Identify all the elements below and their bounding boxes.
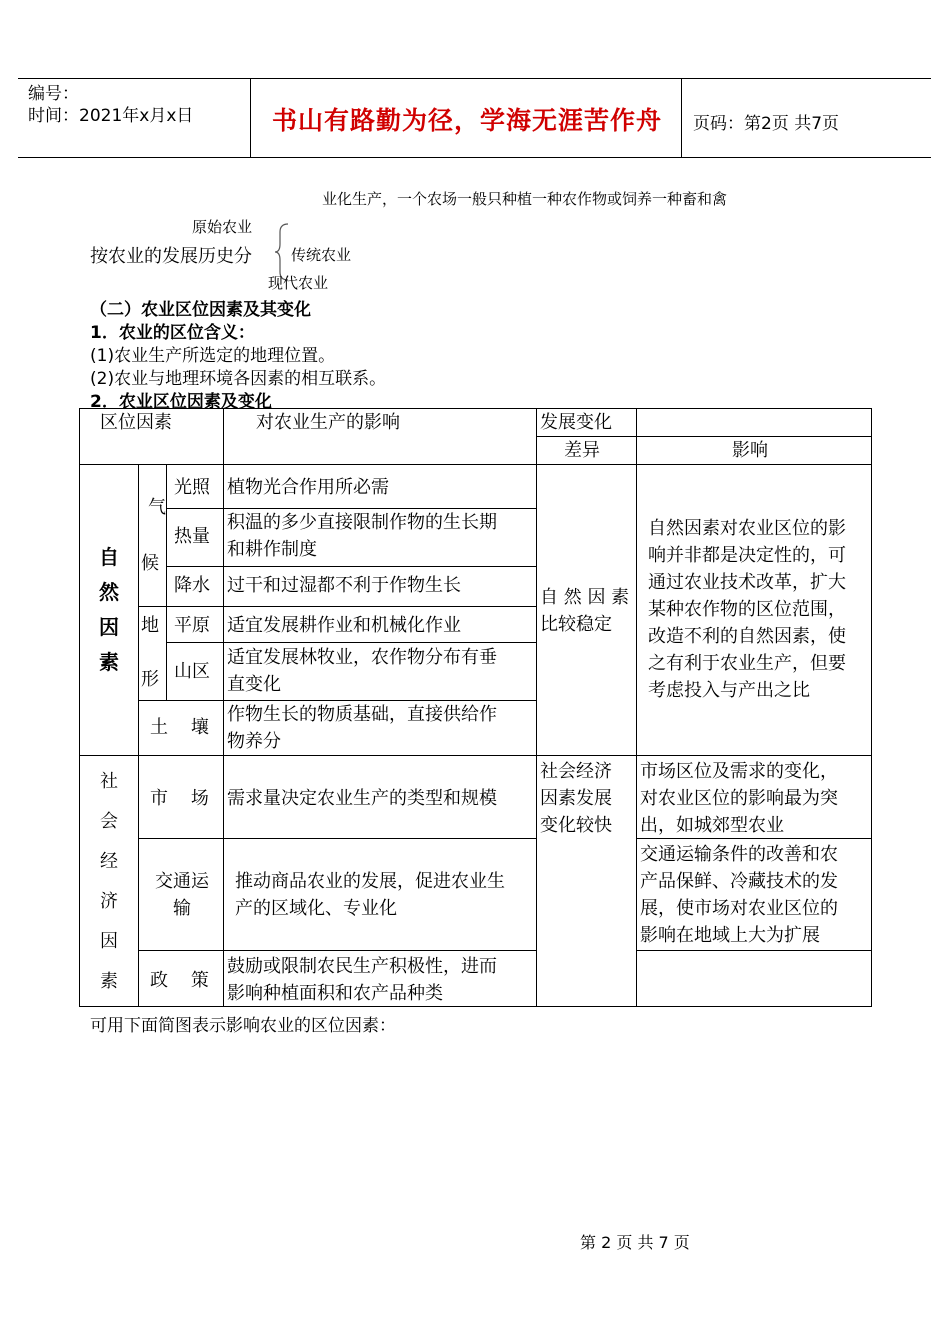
- social-factors-title: 社 会 经 济 因 素: [100, 771, 118, 992]
- factor-name: 山区: [174, 661, 210, 682]
- landform-label-2: 形: [141, 669, 159, 690]
- section-point2: (2)农业与地理环境各因素的相互联系。: [90, 369, 387, 389]
- factor-name: 热量: [174, 526, 210, 547]
- th-diff: 差异: [564, 440, 600, 461]
- factor-name: 土 壤: [150, 717, 209, 738]
- natural-diff: 自 然 因 素 比较稳定: [540, 587, 630, 635]
- factor-name: 平原: [174, 615, 210, 636]
- section-sub1: 1．农业的区位含义：: [90, 323, 255, 343]
- page-footer: 第 2 页 共 7 页: [580, 1233, 690, 1252]
- intro-line: 业化生产，一个农场一般只种植一种农作物或饲养一种畜和禽: [322, 190, 728, 208]
- section-sub2: 2．农业区位因素及变化: [90, 392, 272, 412]
- factor-effect: 适宜发展林牧业，农作物分布有垂 直变化: [227, 647, 497, 695]
- th-impact: 影响: [732, 440, 768, 461]
- factor-effect: 积温的多少直接限制作物的生长期 和耕作制度: [227, 512, 497, 560]
- factor-name: 光照: [174, 477, 210, 498]
- climate-label-2: 候: [141, 553, 159, 574]
- class-label: 按农业的发展历史分: [90, 246, 252, 267]
- factor-effect: 推动商品农业的发展，促进农业生 产的区域化、专业化: [235, 871, 505, 919]
- factor-effect: 鼓励或限制农民生产积极性，进而 影响种植面积和农产品种类: [227, 956, 497, 1004]
- social-impact: 交通运输条件的改善和农 产品保鲜、冷藏技术的发 展，使市场对农业区位的 影响在地域上大为扩展: [640, 844, 838, 946]
- diagram-intro: 可用下面简图表示影响农业的区位因素：: [90, 1016, 396, 1036]
- class-item-primitive: 原始农业: [192, 218, 253, 236]
- natural-impact: 自然因素对农业区位的影 响并非都是决定性的，可 通过农业技术改革，扩大 某种农作物的区位范围， 改造不利的自然因素，使 之有利于农业生产，但要 考虑投入与产出之比: [648, 518, 846, 701]
- header-page-label: 页码：第2页 共7页: [693, 114, 840, 134]
- landform-label-1: 地: [141, 615, 159, 636]
- header-motto: 书山有路勤为径，学海无涯苦作舟: [271, 106, 662, 135]
- section-point1: (1)农业生产所选定的地理位置。: [90, 346, 336, 366]
- factor-name: 市 场: [150, 788, 209, 809]
- factor-name: 降水: [174, 575, 210, 596]
- th-factor: 区位因素: [100, 412, 172, 433]
- social-diff: 社会经济 因素发展 变化较快: [540, 761, 612, 836]
- class-item-modern: 现代农业: [268, 274, 329, 292]
- factor-effect: 过干和过湿都不利于作物生长: [227, 575, 461, 596]
- factor-effect: 作物生长的物质基础，直接供给作 物养分: [227, 704, 497, 752]
- factor-name: 交通运 输: [155, 871, 209, 919]
- factor-effect: 需求量决定农业生产的类型和规模: [227, 788, 497, 809]
- climate-label-1: 气: [148, 497, 166, 518]
- natural-factors-title: 自 然 因 素: [99, 545, 119, 674]
- factor-name: 政 策: [150, 970, 209, 991]
- factor-effect: 适宜发展耕作业和机械化作业: [227, 615, 461, 636]
- number-label: 编号：: [28, 84, 79, 104]
- factor-effect: 植物光合作用所必需: [227, 477, 389, 498]
- time-label: 时间：2021年x月x日: [28, 106, 194, 126]
- class-item-traditional: 传统农业: [291, 246, 352, 264]
- social-impact: 市场区位及需求的变化， 对农业区位的影响最为突 出，如城郊型农业: [640, 761, 838, 836]
- section-heading: （二）农业区位因素及其变化: [90, 300, 311, 320]
- th-change: 发展变化: [540, 412, 612, 433]
- th-effect: 对农业生产的影响: [256, 412, 400, 433]
